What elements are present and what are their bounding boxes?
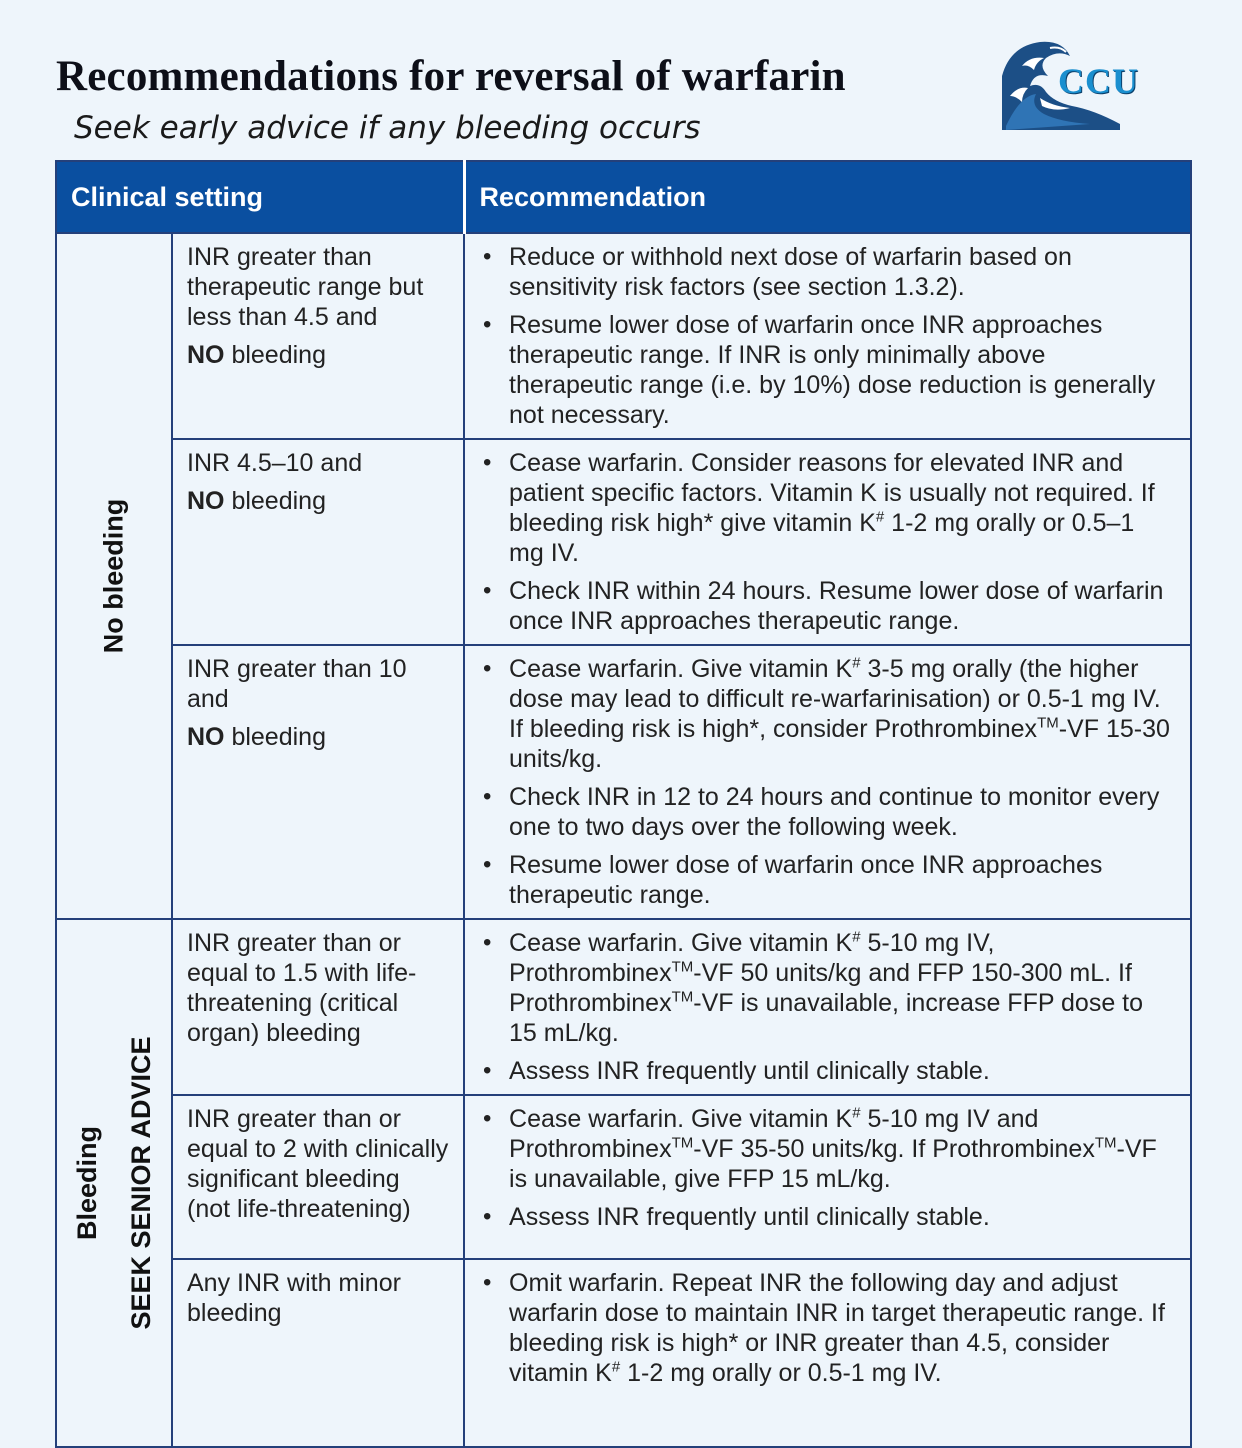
clinical-setting-cell: Any INR with minor bleeding: [172, 1259, 464, 1447]
table-row: [56, 233, 1191, 439]
clinical-setting-cell: INR greater than or equal to 1.5 with life-threatening (critical organ) bleeding: [172, 919, 464, 1095]
list-item: • Assess INR frequently until clinically stable.: [481, 1056, 1174, 1086]
list-item: • Assess INR frequently until clinically stable.: [481, 1202, 1174, 1232]
list-item: • Cease warfarin. Consider reasons for elevated INR and patient specific factors. Vitamin K is usually not required. If bleeding risk high* give vitamin K# 1-2 mg orally or 0.5–1 mg IV.: [481, 448, 1174, 568]
list-item: • Cease warfarin. Give vitamin K# 5-10 mg IV, Prothrombinex™-VF 50 units/kg and FFP 150-300 mL. If Prothrombinex™-VF is unavailable, increase FFP dose to 15 mL/kg.: [481, 928, 1174, 1048]
table-row: [56, 1259, 1191, 1447]
clinical-setting-cell: INR 4.5–10 and NO bleeding: [172, 439, 464, 645]
warfarin-reversal-table: [55, 160, 1192, 1448]
recommendation-cell: [464, 233, 1191, 439]
recommendation-cell: [464, 1095, 1191, 1259]
clinical-setting-cell: INR greater than or equal to 2 with clinically significant bleeding (not life-threatening): [172, 1095, 464, 1259]
list-item: • Check INR within 24 hours. Resume lower dose of warfarin once INR approaches therapeutic range.: [481, 576, 1174, 636]
column-header-clinical-setting: Clinical setting: [56, 161, 464, 233]
table-row: [56, 1095, 1191, 1259]
group-bleeding: [56, 919, 172, 1447]
list-item: • Resume lower dose of warfarin once INR approaches therapeutic range. If INR is only minimally above therapeutic range (i.e. by 10%) dose reduction is generally not necessary.: [481, 310, 1174, 430]
list-item: • Reduce or withhold next dose of warfarin based on sensitivity risk factors (see section 1.3.2).: [481, 242, 1174, 302]
list-item: • Cease warfarin. Give vitamin K# 5-10 mg IV and Prothrombinex™-VF 35-50 units/kg. If Prothrombinex™-VF is unavailable, give FFP 15 mL/kg.: [481, 1104, 1174, 1194]
table-header-row: [56, 161, 1191, 233]
list-item: • Check INR in 12 to 24 hours and continue to monitor every one to two days over the following week.: [481, 782, 1174, 842]
list-item: • Cease warfarin. Give vitamin K# 3-5 mg orally (the higher dose may lead to difficult re-warfarinisation) or 0.5-1 mg IV. If bleeding risk is high*, consider Prothrombinex™-VF 15-30 units/kg.: [481, 654, 1174, 774]
list-item: • Omit warfarin. Repeat INR the following day and adjust warfarin dose to maintain INR in target therapeutic range. If bleeding risk is high* or INR greater than 4.5, consider vitamin K# 1-2 mg orally or 0.5-1 mg IV.: [481, 1268, 1174, 1388]
recommendation-cell: [464, 645, 1191, 919]
clinical-setting-cell: INR greater than therapeutic range but less than 4.5 and NO bleeding: [172, 233, 464, 439]
recommendation-cell: [464, 439, 1191, 645]
group-label-bleeding: Bleeding: [72, 1126, 102, 1241]
column-header-recommendation: Recommendation: [464, 161, 1191, 233]
recommendation-cell: [464, 1259, 1191, 1447]
page-subtitle: Seek early advice if any bleeding occurs: [74, 110, 701, 146]
table-row: [56, 919, 1191, 1095]
recommendation-cell: [464, 919, 1191, 1095]
table-row: [56, 645, 1191, 919]
clinical-setting-cell: INR greater than 10 and NO bleeding: [172, 645, 464, 919]
page-title: Recommendations for reversal of warfarin: [56, 53, 846, 100]
table-row: [56, 439, 1191, 645]
group-label-no-bleeding: No bleeding: [98, 498, 129, 654]
group-note-seek-senior-advice: SEEK SENIOR ADVICE: [126, 1036, 156, 1330]
list-item: • Resume lower dose of warfarin once INR approaches therapeutic range.: [481, 850, 1174, 910]
group-no-bleeding: [56, 233, 172, 919]
logo-text: CCU: [1058, 61, 1139, 101]
